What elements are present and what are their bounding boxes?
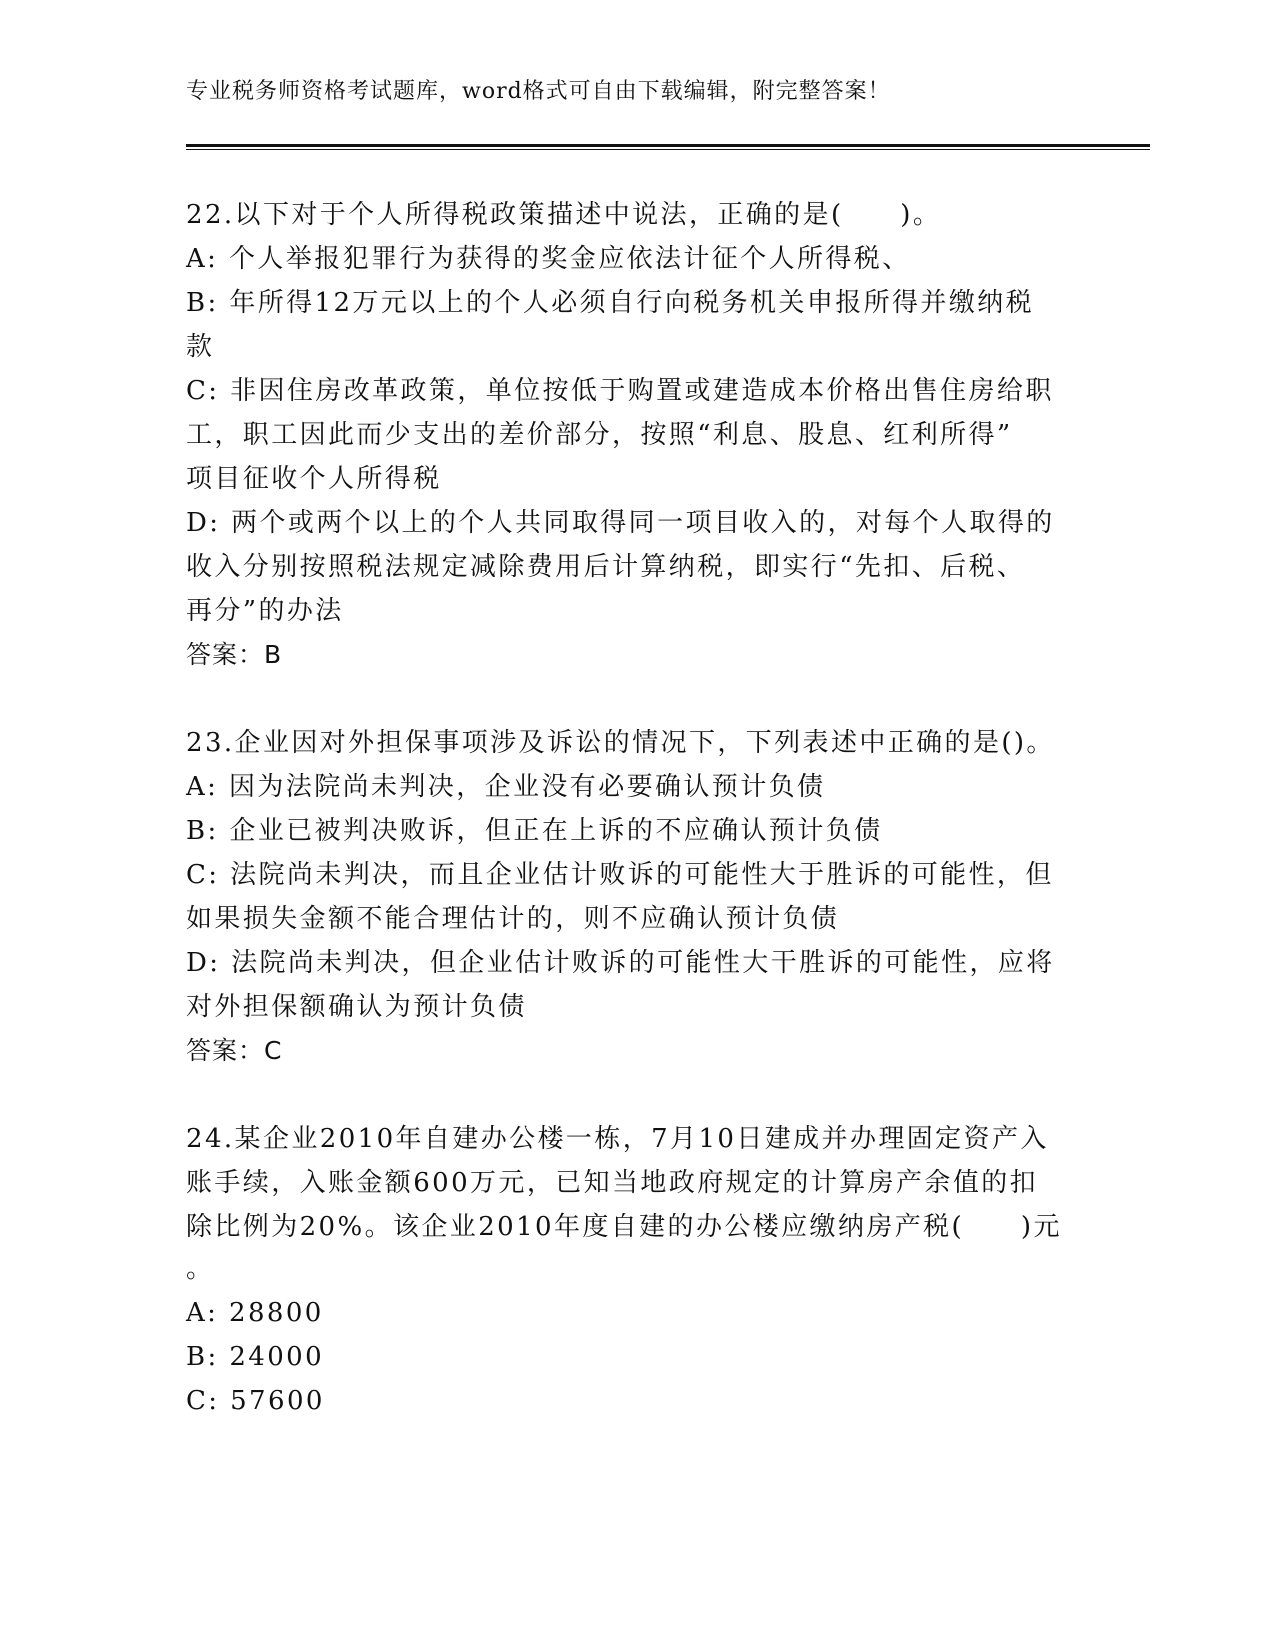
question-24-stem: 24.某企业2010年自建办公楼一栋，7月10日建成并办理固定资产入 [186,1124,1049,1154]
question-22-option-d: D: 两个或两个以上的个人共同取得同一项目收入的，对每个人取得的 [186,508,1055,538]
question-22-option-c-cont: 项目征收个人所得税 [186,464,442,494]
question-22-stem: 22.以下对于个人所得税政策描述中说法，正确的是( )。 [186,200,942,230]
question-22-option-a: A: 个人举报犯罪行为获得的奖金应依法计征个人所得税、 [186,244,911,274]
question-22-option-c-cont: 工，职工因此而少支出的差价部分，按照“利息、股息、红利所得” [186,420,1013,450]
question-22-option-b: B: 年所得12万元以上的个人必须自行向税务机关申报所得并缴纳税 [186,288,1035,318]
question-23-option-b: B: 企业已被判决败诉，但正在上诉的不应确认预计负债 [186,816,883,846]
question-23-option-d-cont: 对外担保额确认为预计负债 [186,992,527,1022]
question-23-option-a: A: 因为法院尚未判决，企业没有必要确认预计负债 [186,772,826,802]
question-22-answer: 答案：B [186,640,283,669]
question-24-option-c: C: 57600 [186,1386,325,1416]
question-24-stem-cont: 账手续，入账金额600万元，已知当地政府规定的计算房产余值的扣 [186,1168,1039,1198]
header-rule-thin [186,149,1150,150]
question-23-option-c: C: 法院尚未判决，而且企业估计败诉的可能性大于胜诉的可能性，但 [186,860,1054,890]
question-22-option-c: C: 非因住房改革政策，单位按低于购置或建造成本价格出售住房给职 [186,376,1054,406]
question-23-stem: 23.企业因对外担保事项涉及诉讼的情况下，下列表述中正确的是()。 [186,728,1055,758]
question-22-option-b-cont: 款 [186,332,215,362]
question-24-option-a: A: 28800 [186,1298,324,1328]
question-24-option-b: B: 24000 [186,1342,325,1372]
question-22-option-d-cont: 再分”的办法 [186,596,344,626]
question-23-answer: 答案：C [186,1036,283,1065]
question-24-stem-cont: 除比例为20%。该企业2010年度自建的办公楼应缴纳房产税( )元 [186,1212,1062,1242]
page-header: 专业税务师资格考试题库，word格式可自由下载编辑，附完整答案！ [186,79,891,104]
question-24-stem-cont: 。 [186,1254,215,1284]
question-23-option-c-cont: 如果损失金额不能合理估计的，则不应确认预计负债 [186,904,840,934]
question-22-option-d-cont: 收入分别按照税法规定减除费用后计算纳税，即实行“先扣、后税、 [186,552,1026,582]
header-rule-thick [186,144,1150,147]
question-23-option-d: D: 法院尚未判决，但企业估计败诉的可能性大干胜诉的可能性，应将 [186,948,1055,978]
